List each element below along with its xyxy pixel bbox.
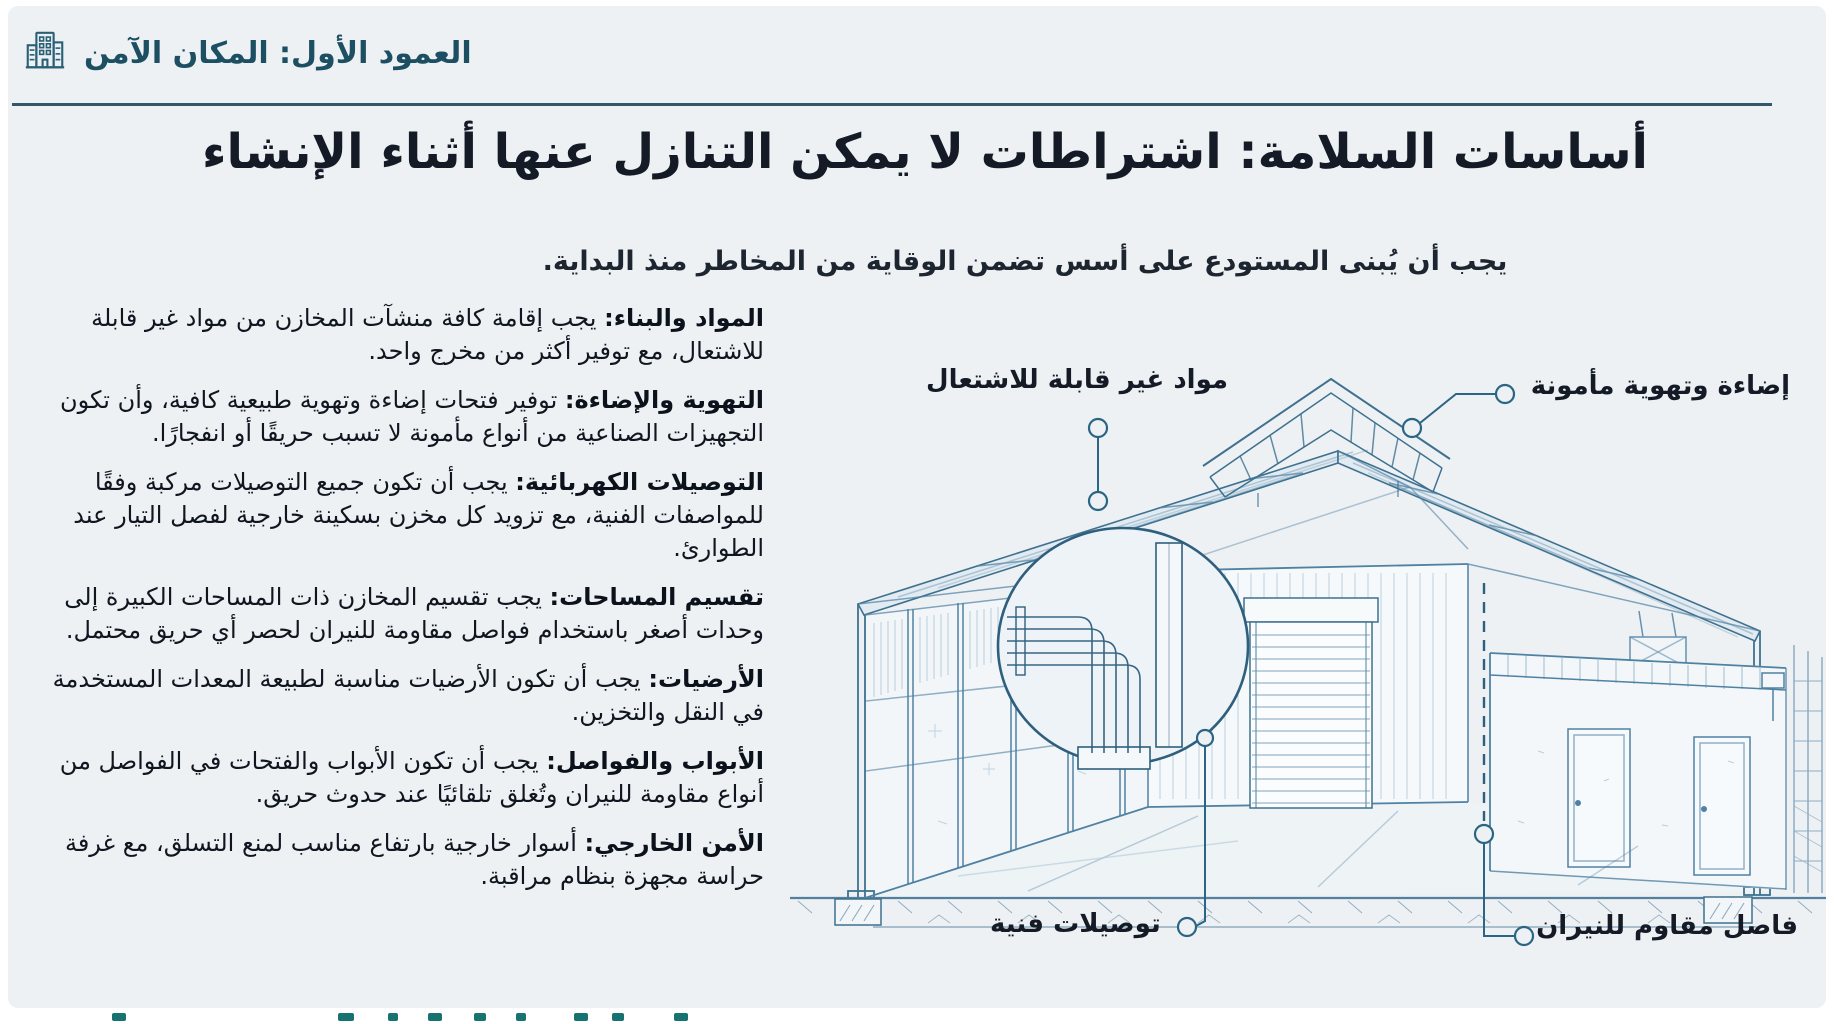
header-title: العمود الأول: المكان الآمن	[84, 35, 472, 71]
footer-cutoff-mark	[338, 1013, 354, 1021]
roller-shutter-door	[1244, 598, 1378, 808]
footer-cutoff-mark	[474, 1013, 486, 1021]
header	[22, 28, 472, 78]
callout-materials	[1089, 419, 1107, 510]
requirement-item: المواد والبناء: يجب إقامة كافة منشآت المخازن من مواد غير قابلة للاشتعال، مع توفير أكثر من مخرج واحد.	[91, 304, 764, 365]
warehouse-diagram	[778, 301, 1834, 1016]
requirement-item: الأبواب والفواصل: يجب أن تكون الأبواب والفتحات في الفواصل من أنواع مقاومة للنيران وتُغلق تلقائيًا عند حدوث حريق.	[59, 747, 764, 808]
requirement-item: تقسيم المساحات: يجب تقسيم المخازن ذات المساحات الكبيرة إلى وحدات أصغر باستخدام فواصل مقاومة للنيران لحصر أي حريق محتمل.	[64, 583, 764, 644]
requirement-item: الأمن الخارجي: أسوار خارجية بارتفاع مناسب لمنع التسلق، مع غرفة حراسة مجهزة بنظام مراقبة.	[64, 829, 764, 890]
roof-equipment	[1630, 611, 1686, 667]
header-divider	[12, 103, 1772, 106]
footer-cutoff-mark	[428, 1013, 442, 1021]
label-technical-connections: توصيلات فنية	[990, 909, 1161, 939]
label-fire-resistant-partition: فاصل مقاوم للنيران	[1536, 911, 1798, 941]
page-title: أساسات السلامة: اشتراطات لا يمكن التنازل عنها أثناء الإنشاء	[201, 124, 1649, 180]
warehouse-drawing	[778, 301, 1834, 1016]
building-icon	[22, 28, 68, 78]
footer-cutoff-mark	[112, 1013, 126, 1021]
label-nonflammable-materials: مواد غير قابلة للاشتعال	[926, 365, 1228, 395]
footer-cutoff-mark	[574, 1013, 588, 1021]
requirement-item: الأرضيات: يجب أن تكون الأرضيات مناسبة لطبيعة المعدات المستخدمة في النقل والتخزين.	[52, 665, 764, 726]
page-subtitle: يجب أن يُبنى المستودع على أسس تضمن الوقاية من المخاطر منذ البداية.	[542, 246, 1508, 277]
infographic-sheet	[8, 6, 1826, 1008]
requirement-item: التهوية والإضاءة: توفير فتحات إضاءة وتهوية طبيعية كافية، وأن تكون التجهيزات الصناعية من أنواع مأمونة لا تسبب حريقًا أو انفجارًا.	[60, 386, 764, 447]
requirement-item: التوصيلات الكهربائية: يجب أن تكون جميع التوصيلات مركبة وفقًا للمواصفات الفنية، مع تزويد كل مخزن بسكينة خارجية لفصل التيار عند الطوارئ.	[73, 468, 764, 562]
callout-lighting	[1403, 385, 1514, 437]
footer-cutoff-mark	[388, 1013, 398, 1021]
right-outer-wall	[1794, 645, 1822, 893]
label-safe-lighting-ventilation: إضاءة وتهوية مأمونة	[1530, 371, 1790, 401]
footer-cutoff-mark	[674, 1013, 688, 1021]
footer-cutoff-mark	[612, 1013, 624, 1021]
office-partition	[1490, 653, 1786, 890]
footer-cutoff-mark	[516, 1013, 526, 1021]
requirements-list	[20, 302, 764, 909]
